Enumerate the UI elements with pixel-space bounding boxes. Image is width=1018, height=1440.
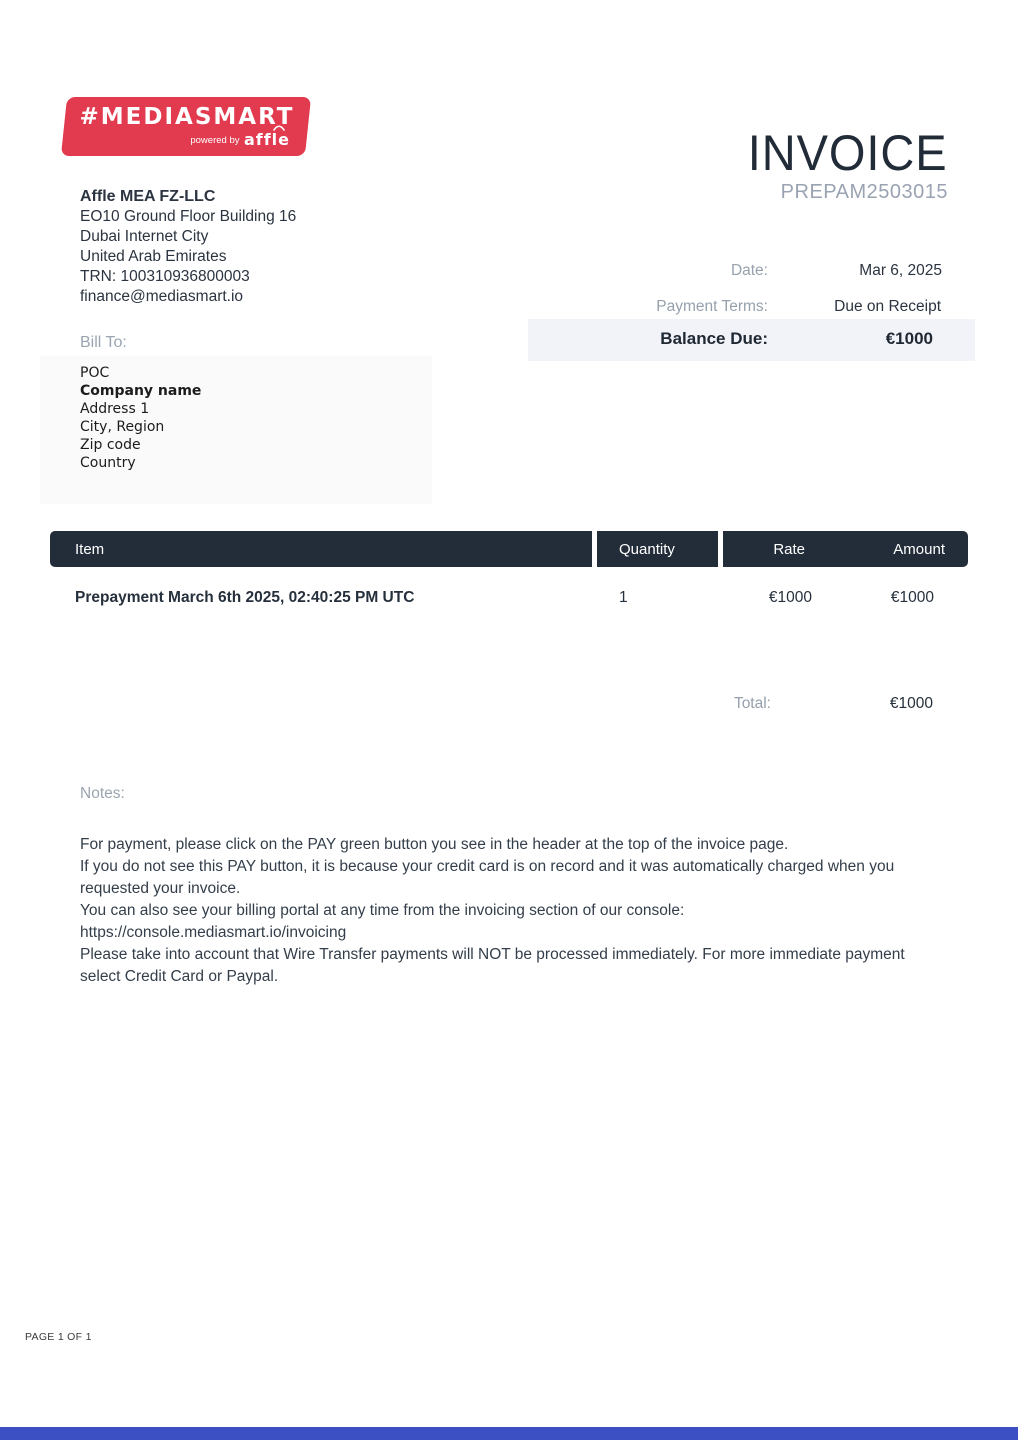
bill-to-country: Country [80, 455, 136, 471]
invoice-header [735, 125, 948, 204]
note-line: You can also see your billing portal at any time from the invoicing section of our console: [80, 902, 685, 919]
mediasmart-logo [61, 97, 311, 156]
note-line: If you do not see this PAY button, it is because your credit card is on record and it was automatically charged when you requested your invoice. [80, 858, 895, 897]
total-label: Total: [733, 695, 771, 712]
table-row [50, 567, 968, 607]
note-url: https://console.mediasmart.io/invoicing [80, 924, 347, 941]
seller-address-line: EO10 Ground Floor Building 16 [80, 208, 297, 225]
powered-by-affle [76, 130, 298, 150]
column-header-rate: Rate [773, 540, 805, 558]
bill-to-block [40, 356, 432, 504]
notes-label: Notes: [80, 785, 125, 802]
seller-address-line: United Arab Emirates [80, 248, 227, 265]
note-line: Please take into account that Wire Transfer payments will NOT be processed immediately. For more immediate payment select Credit Card or Paypal. [80, 946, 905, 985]
bill-to-address: Address 1 [80, 401, 150, 417]
seller-trn: TRN: 100310936800003 [80, 268, 250, 285]
bill-to-label: Bill To: [80, 334, 127, 351]
affle-wordmark: affle [244, 130, 290, 149]
seller-email: finance@mediasmart.io [80, 288, 244, 305]
bill-to-company: Company name [80, 383, 202, 399]
line-items-table [50, 531, 968, 607]
seller-address-line: Dubai Internet City [80, 228, 209, 245]
line-item-rate: €1000 [768, 589, 812, 606]
affle-signal-icon [273, 124, 285, 131]
table-header-row [50, 531, 968, 567]
bill-to-zip: Zip code [80, 437, 141, 453]
invoice-number: PREPAM2503015 [780, 181, 948, 203]
seller-name: Affle MEA FZ-LLC [80, 188, 216, 205]
column-header-item: Item [50, 531, 592, 567]
payment-terms-value: Due on Receipt [834, 298, 941, 315]
mediasmart-wordmark: #MEDIASMART [79, 104, 295, 130]
mediasmart-logo-inner [64, 97, 308, 156]
notes-body [80, 834, 940, 988]
line-item-description: Prepayment March 6th 2025, 02:40:25 PM UTC [75, 589, 415, 606]
date-label: Date: [730, 262, 768, 279]
column-header-amount: Amount [893, 540, 945, 558]
balance-due-label: Balance Due: [660, 329, 768, 348]
column-header-quantity: Quantity [597, 531, 718, 567]
column-header-rate-amount [723, 531, 968, 567]
line-item-quantity: 1 [619, 589, 628, 606]
date-value: Mar 6, 2025 [859, 262, 942, 279]
payment-terms-label: Payment Terms: [656, 298, 768, 315]
note-line: For payment, please click on the PAY green button you see in the header at the top of the invoice page. [80, 836, 789, 853]
seller-address-block [80, 187, 296, 307]
invoice-title: INVOICE [748, 125, 948, 181]
line-item-amount: €1000 [890, 589, 934, 606]
powered-by-label: powered by [190, 135, 240, 146]
total-value: €1000 [889, 695, 933, 712]
page-indicator: PAGE 1 OF 1 [25, 1331, 92, 1343]
bill-to-city-region: City, Region [80, 419, 165, 435]
bottom-bar [0, 1427, 1018, 1440]
bill-to-poc: POC [80, 365, 110, 381]
balance-due-row [528, 319, 975, 361]
line-item-rate-amount [723, 589, 968, 607]
balance-due-value: €1000 [885, 329, 933, 348]
